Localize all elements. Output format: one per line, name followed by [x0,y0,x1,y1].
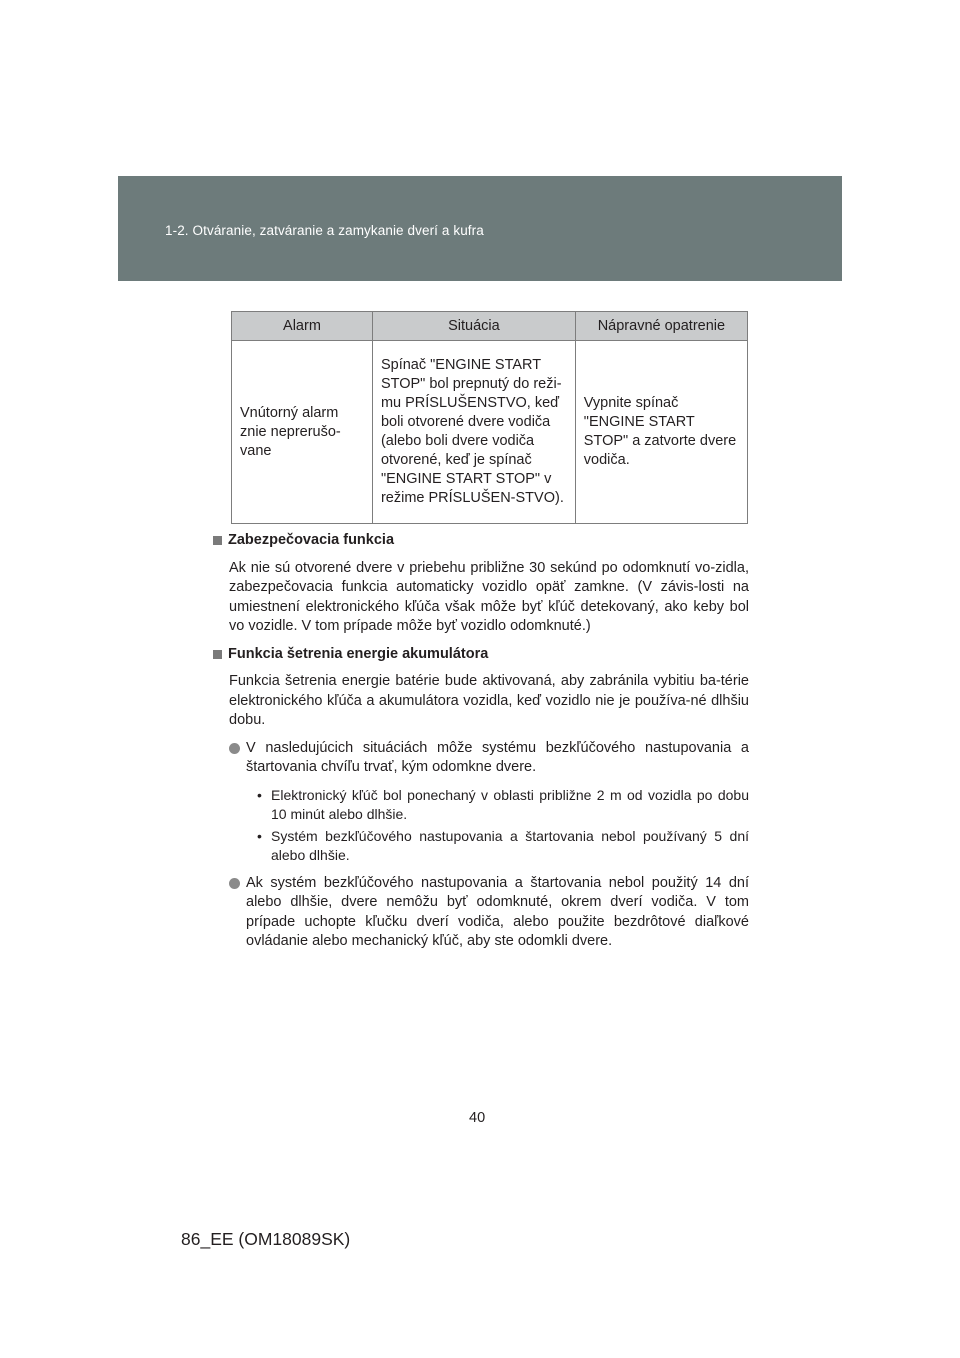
section-title: 1-2. Otváranie, zatváranie a zamykanie dverí a kufra [165,223,484,238]
list-item: Ak systém bezkľúčového nastupovania a štartovania nebol použitý 14 dní alebo dlhšie, dvere nemôžu byť odomknuté, okrem dverí vodiča. V tom prípade uchopte kľučku dverí vodiča, alebo použite bezdrôtové diaľkové ovládanie alebo mechanický kľúč, aby ste odomkli dvere. [229,874,749,952]
bullet-icon: • [257,827,262,844]
bullet-icon: • [257,786,262,803]
content [213,531,749,960]
paragraph-battery: Funkcia šetrenia energie batérie bude aktivovaná, aby zabránila vybitiu ba-térie elektronického kľúča a akumulátora vozidla, keď vozidlo nie je používa-né dlhšiu dobu. [229,673,749,728]
cell-alarm: Vnútorný alarm znie neprerušo-vane [232,341,373,524]
sub-list-item: • Systém bezkľúčového nastupovania a štartovania nebol používaný 5 dní alebo dlhšie. [257,827,749,866]
square-bullet-icon [213,650,222,659]
heading-battery: Funkcia šetrenia energie akumulátora [213,645,749,665]
cell-remedy: Vypnite spínač "ENGINE START STOP" a zatvorte dvere vodiča. [575,341,747,524]
sub-list-item: • Elektronický kľúč bol ponechaný v oblasti približne 2 m od vozidla po dobu 10 minút alebo dlhšie. [257,786,749,825]
circle-bullet-icon [229,878,240,889]
paragraph-security: Ak nie sú otvorené dvere v priebehu približne 30 sekúnd po odomknutí vo-zidla, zabezpečovacia funkcia automaticky vozidlo opäť zamkne. (V závis-losti na umiestnení elektronického kľúča však môže byť kľúč detekovaný, ako keby bol vo vozidle. V tom prípade môže byť vozidlo odomknuté.) [229,559,749,634]
table-header-row [232,312,748,341]
cell-situation: Spínač "ENGINE START STOP" bol prepnutý do reži-mu PRÍSLUŠENSTVO, keď boli otvorené dvere vodiča (alebo boli dvere vodiča otvorené, keď je spínač "ENGINE START STOP" v režime PRÍSLUŠEN-STVO). [372,341,575,524]
header-band [118,176,842,281]
circle-bullet-icon [229,743,240,754]
page-number: 40 [469,1110,486,1126]
heading-security: Zabezpečovacia funkcia [213,531,749,551]
square-bullet-icon [213,536,222,545]
column-header-remedy: Nápravné opatrenie [575,312,747,341]
alarm-table [231,311,748,524]
document-code: 86_EE (OM18089SK) [181,1229,351,1249]
column-header-situation: Situácia [372,312,575,341]
table-row [232,341,748,524]
column-header-alarm: Alarm [232,312,373,341]
list-item: V nasledujúcich situáciách môže systému bezkľúčového nastupovania a štartovania chvíľu trvať, kým odomkne dvere. [229,739,749,778]
